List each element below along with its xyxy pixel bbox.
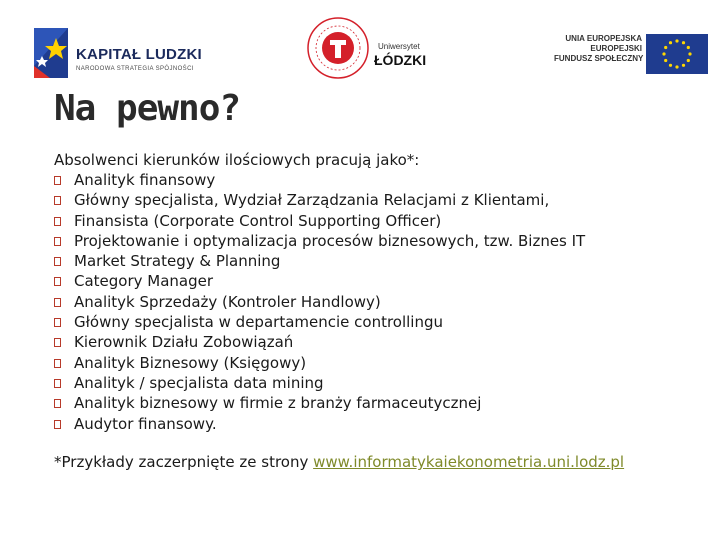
list-item [54, 231, 585, 251]
list-item-text: Analityk Sprzedaży (Kontroler Handlowy) [74, 292, 381, 311]
list-item-text: Kierownik Działu Zobowiązań [74, 333, 294, 352]
list-item-text: Analityk finansowy [74, 171, 216, 189]
page-title: Na pewno? [54, 88, 241, 129]
list-item [54, 211, 585, 231]
eu-flag-icon [646, 34, 708, 74]
checkbox-bullet-icon [54, 359, 61, 368]
checkbox-bullet-icon [54, 420, 61, 429]
list-item-text: Analityk Biznesowy (Księgowy) [74, 353, 307, 372]
checkbox-bullet-icon [54, 298, 61, 307]
list-item [54, 393, 585, 413]
list-item-text: Analityk / specjalista data mining [74, 373, 324, 392]
list-item [54, 251, 585, 271]
checkbox-bullet-icon [54, 277, 61, 286]
kapital-ludzki-logo [28, 26, 218, 82]
list-item [54, 190, 585, 210]
list-item [54, 170, 585, 190]
list-item [54, 332, 585, 352]
list-item-text: Analityk biznesowy w firmie z branży farmaceutycznej [74, 394, 482, 413]
list-item [54, 271, 585, 291]
list-item-text: Category Manager [74, 272, 214, 291]
list-item [54, 414, 585, 434]
university-seal-icon [306, 16, 370, 80]
checkbox-bullet-icon [54, 217, 61, 226]
logo-row [0, 0, 720, 100]
checkbox-bullet-icon [54, 176, 61, 185]
checkbox-bullet-icon [54, 196, 61, 205]
list-item-text: Finansista (Corporate Control Supporting Officer) [74, 211, 442, 230]
list-item [54, 353, 585, 373]
checkbox-bullet-icon [54, 257, 61, 266]
checkbox-bullet-icon [54, 399, 61, 408]
university-label-small: Uniwersytet [378, 42, 420, 51]
kapital-ludzki-emblem-icon [28, 26, 72, 80]
list-item-text: Market Strategy & Planning [74, 252, 281, 271]
checkbox-bullet-icon [54, 237, 61, 246]
list-item-text: Główny specjalista, Wydział Zarządzania Relacjami z Klientami, [74, 191, 550, 210]
list-item [54, 312, 585, 332]
eu-line: UNIA EUROPEJSKA [565, 34, 642, 43]
list-item-text: Główny specjalista w departamencie controllingu [74, 313, 444, 332]
list-item-text: Projektowanie i optymalizacja procesów biznesowych, tzw. Biznes IT [74, 231, 586, 250]
list-item [54, 373, 585, 393]
university-label-big: ŁÓDZKI [374, 52, 427, 68]
uniwersytet-lodzki-logo [300, 16, 440, 80]
checkbox-bullet-icon [54, 318, 61, 327]
intro-text: Absolwenci kierunków ilościowych pracują jako*: [54, 151, 420, 169]
list-item-text: Audytor finansowy. [74, 414, 217, 433]
checkbox-bullet-icon [54, 338, 61, 347]
checkbox-bullet-icon [54, 379, 61, 388]
kapital-ludzki-subtitle: NARODOWA STRATEGIA SPÓJNOŚCI [76, 66, 194, 72]
kapital-ludzki-title: KAPITAŁ LUDZKI [76, 46, 202, 63]
eu-line: FUNDUSZ SPOŁECZNY [554, 54, 644, 63]
list-item [54, 292, 585, 312]
eu-line: EUROPEJSKI [590, 44, 642, 53]
job-list [54, 170, 585, 434]
eu-text [554, 34, 642, 64]
footnote-text: *Przykłady zaczerpnięte ze strony [54, 453, 314, 471]
eu-social-fund-logo [548, 34, 718, 74]
footnote [54, 452, 624, 472]
source-link[interactable]: www.informatykaiekonometria.uni.lodz.pl [313, 453, 625, 471]
